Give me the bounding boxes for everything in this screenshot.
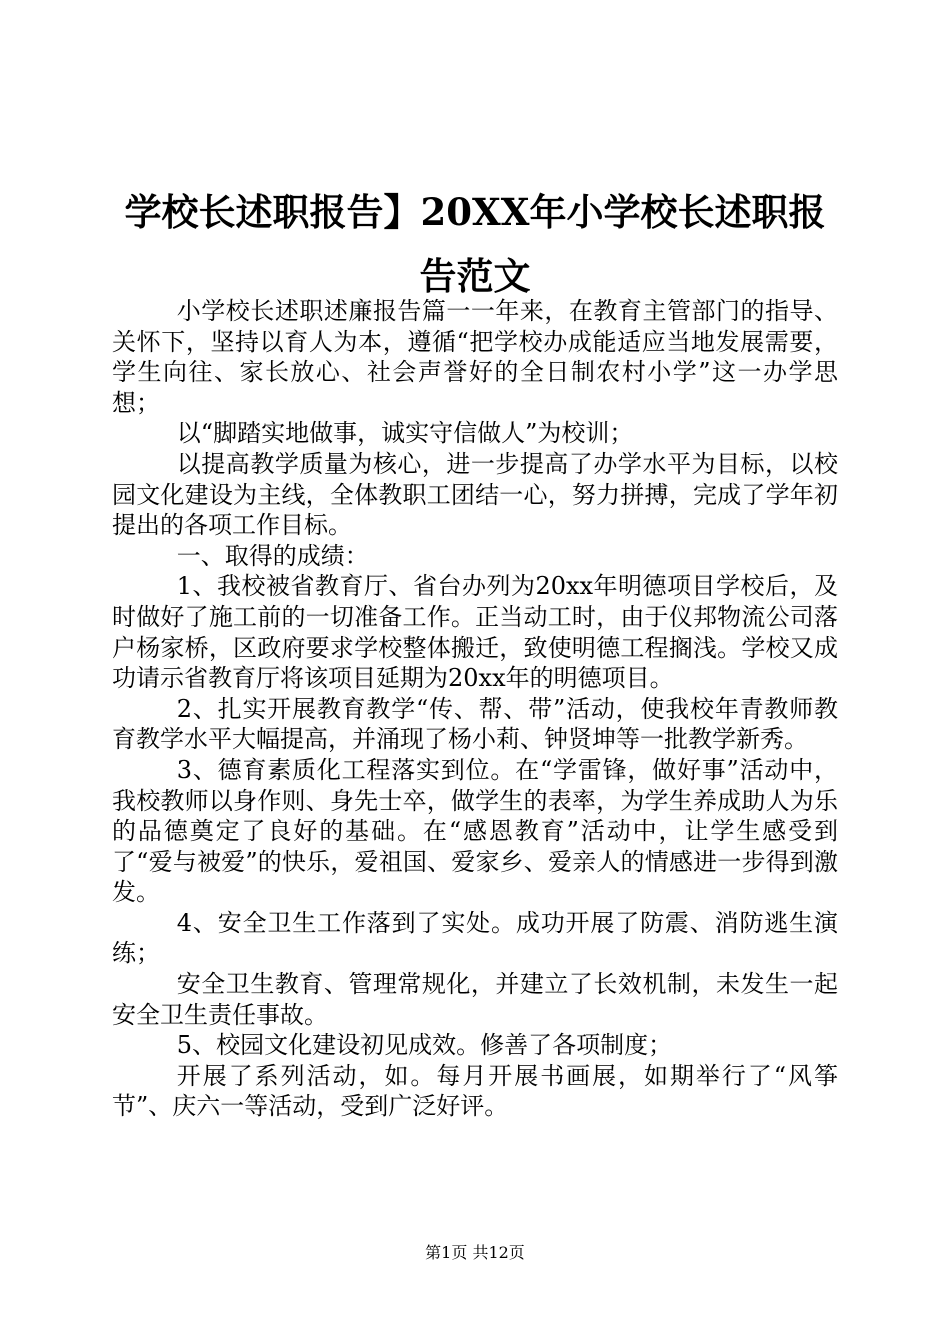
document-body bbox=[112, 296, 838, 1122]
section-heading: 一、取得的成绩： bbox=[176, 541, 369, 570]
paragraph: 安全卫生教育、管理常规化，并建立了长效机制，未发生一起安全卫生责任事故。 bbox=[112, 970, 838, 1029]
paragraph: 小学校长述职述廉报告篇一一年来，在教育主管部门的指导、关怀下，坚持以育人为本，遵循“把学校办成能适应当地发展需要，学生向往、家长放心、社会声誉好的全日制农村小学”这一办学思想； bbox=[112, 297, 838, 417]
paragraph: 1、我校被省教育厅、省台办列为20xx年明德项目学校后，及时做好了施工前的一切准备工作。正当动工时，由于仪邦物流公司落户杨家桥，区政府要求学校整体搬迁，致使明德工程搁浅。学校又成功请示省教育厅将该项目延期为20xx年的明德项目。 bbox=[112, 572, 838, 693]
paragraph: 开展了系列活动，如。每月开展书画展，如期举行了“风筝节”、庆六一等活动，受到广泛好评。 bbox=[112, 1061, 838, 1121]
paragraph: 3、德育素质化工程落实到位。在“学雷锋，做好事”活动中，我校教师以身作则、身先士卒，做学生的表率，为学生养成助人为乐的品德奠定了良好的基础。在“感恩教育”活动中，让学生感受到了“爱与被爱”的快乐，爱祖国、爱家乡、爱亲人的情感进一步得到激发。 bbox=[112, 755, 838, 907]
paragraph: 5、校园文化建设初见成效。修善了各项制度； bbox=[176, 1031, 673, 1060]
document-title: 学校长述职报告】20XX年小学校长述职报告范文 bbox=[124, 190, 826, 298]
paragraph: 2、扎实开展教育教学“传、帮、带”活动，使我校年青教师教育教学水平大幅提高，并涌现了杨小莉、钟贤坤等一批教学新秀。 bbox=[112, 694, 838, 754]
page-number-footer: 第1页 共12页 bbox=[425, 1243, 525, 1262]
paragraph: 以“脚踏实地做事，诚实守信做人”为校训； bbox=[176, 419, 634, 448]
paragraph: 4、安全卫生工作落到了实处。成功开展了防震、消防逃生演练； bbox=[112, 908, 838, 968]
paragraph: 以提高教学质量为核心，进一步提高了办学水平为目标，以校园文化建设为主线，全体教职工团结一心，努力拼搏，完成了学年初提出的各项工作目标。 bbox=[112, 449, 838, 540]
